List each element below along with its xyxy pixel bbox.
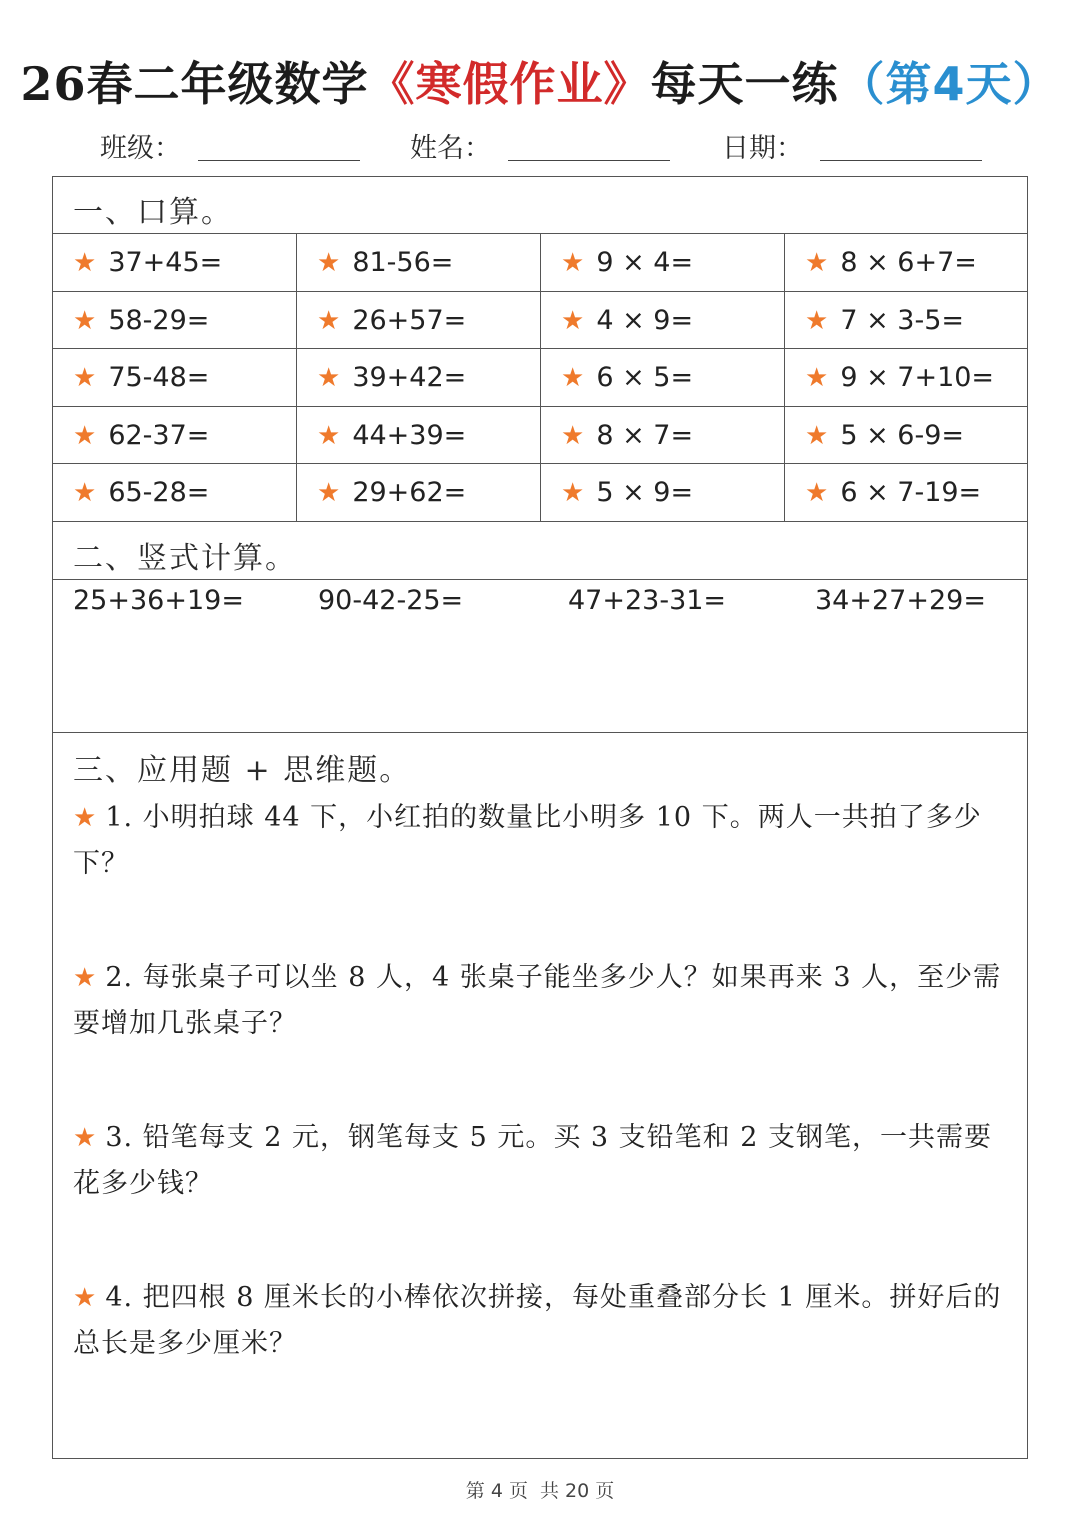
- oral-calc-item: [785, 234, 977, 291]
- oral-calc-item: [297, 234, 453, 291]
- oral-calc-item: [53, 464, 209, 521]
- word-problem-text: 1. 小明拍球 44 下，小红拍的数量比小明多 10 下。两人一共拍了多少下？: [73, 802, 982, 879]
- title-day: （第4天）: [838, 57, 1060, 111]
- star-icon: ★: [73, 247, 97, 278]
- oral-calc-text: 6 × 5=: [596, 362, 694, 393]
- star-icon: ★: [317, 477, 341, 508]
- divider: [53, 579, 1027, 580]
- oral-calc-item: [541, 464, 693, 521]
- oral-calc-item: [785, 349, 994, 406]
- worksheet: [52, 176, 1028, 1459]
- vertical-calc-item: 34+27+29=: [815, 585, 986, 616]
- oral-calc-text: 5 × 9=: [596, 477, 694, 508]
- page-total: 共 20 页: [539, 1480, 615, 1502]
- oral-calc-text: 75-48=: [108, 362, 210, 393]
- oral-calc-item: [541, 234, 693, 291]
- page-number: 第 4 页: [465, 1480, 528, 1502]
- page-footer: [0, 1476, 1080, 1503]
- title-prefix: 26春二年级数学: [20, 57, 369, 111]
- star-icon: ★: [805, 477, 829, 508]
- word-problem-text: 2. 每张桌子可以坐 8 人，4 张桌子能坐多少人？如果再来 3 人，至少需要增加几张桌子？: [73, 962, 1002, 1039]
- title-suffix: 每天一练: [650, 57, 839, 111]
- star-icon: ★: [317, 305, 341, 336]
- star-icon: ★: [561, 362, 585, 393]
- star-icon: ★: [805, 305, 829, 336]
- section1-title: 一、口算。: [73, 195, 233, 230]
- oral-calc-text: 58-29=: [108, 305, 210, 336]
- section2-title: 二、竖式计算。: [73, 541, 297, 576]
- star-icon: ★: [805, 247, 829, 278]
- word-problem: [73, 955, 1013, 1047]
- star-icon: ★: [561, 420, 585, 451]
- word-problem-text: 3. 铅笔每支 2 元，钢笔每支 5 元。买 3 支铅笔和 2 支钢笔，一共需要花多少钱？: [73, 1122, 993, 1199]
- oral-calc-item: [785, 292, 964, 349]
- oral-calc-text: 44+39=: [352, 420, 467, 451]
- oral-calc-item: [297, 349, 466, 406]
- oral-calc-item: [53, 292, 209, 349]
- word-problem: [73, 1115, 1013, 1207]
- name-label: 姓名：: [410, 133, 491, 164]
- word-problem: [73, 795, 1013, 887]
- star-icon: ★: [73, 477, 97, 508]
- oral-calc-item: [297, 292, 466, 349]
- oral-calc-text: 9 × 7+10=: [840, 362, 995, 393]
- oral-calc-text: 7 × 3-5=: [840, 305, 965, 336]
- divider: [53, 521, 1027, 522]
- oral-calc-item: [53, 349, 209, 406]
- oral-calc-text: 8 × 6+7=: [840, 247, 977, 278]
- word-problem-text: 4. 把四根 8 厘米长的小棒依次拼接，每处重叠部分长 1 厘米。拼好后的总长是多少厘米？: [73, 1282, 1002, 1359]
- oral-calc-text: 65-28=: [108, 477, 210, 508]
- star-icon: ★: [805, 362, 829, 393]
- oral-calc-text: 4 × 9=: [596, 305, 694, 336]
- name-field[interactable]: [508, 160, 670, 161]
- star-icon: ★: [73, 362, 97, 393]
- oral-calc-text: 9 × 4=: [596, 247, 694, 278]
- oral-calc-item: [297, 407, 466, 464]
- title-highlight: 《寒假作业》: [368, 57, 651, 111]
- divider: [53, 732, 1027, 733]
- oral-calc-text: 26+57=: [352, 305, 467, 336]
- star-icon: ★: [73, 963, 98, 993]
- oral-calc-item: [785, 464, 981, 521]
- star-icon: ★: [73, 803, 98, 833]
- student-info: [100, 126, 1000, 166]
- oral-calc-text: 29+62=: [352, 477, 467, 508]
- star-icon: ★: [73, 1283, 98, 1313]
- oral-calc-text: 81-56=: [352, 247, 454, 278]
- star-icon: ★: [561, 305, 585, 336]
- oral-calc-text: 6 × 7-19=: [840, 477, 982, 508]
- section3-title: 三、应用题 + 思维题。: [73, 753, 412, 788]
- star-icon: ★: [73, 305, 97, 336]
- oral-calc-item: [541, 407, 693, 464]
- vertical-calc-item: 90-42-25=: [318, 585, 464, 616]
- oral-calc-item: [541, 349, 693, 406]
- star-icon: ★: [73, 420, 97, 451]
- oral-calc-item: [297, 464, 466, 521]
- oral-calc-text: 39+42=: [352, 362, 467, 393]
- oral-calc-text: 37+45=: [108, 247, 223, 278]
- star-icon: ★: [561, 247, 585, 278]
- class-field[interactable]: [198, 160, 360, 161]
- date-field[interactable]: [820, 160, 982, 161]
- vertical-calc-item: 25+36+19=: [73, 585, 244, 616]
- oral-calc-text: 8 × 7=: [596, 420, 694, 451]
- star-icon: ★: [317, 420, 341, 451]
- date-label: 日期：: [722, 133, 803, 164]
- star-icon: ★: [805, 420, 829, 451]
- star-icon: ★: [561, 477, 585, 508]
- star-icon: ★: [73, 1123, 98, 1153]
- class-label: 班级：: [100, 133, 181, 164]
- oral-calc-text: 5 × 6-9=: [840, 420, 965, 451]
- oral-calc-item: [785, 407, 964, 464]
- vertical-calc-item: 47+23-31=: [568, 585, 727, 616]
- oral-calc-item: [541, 292, 693, 349]
- oral-calc-item: [53, 407, 209, 464]
- word-problem: [73, 1275, 1013, 1367]
- star-icon: ★: [317, 247, 341, 278]
- star-icon: ★: [317, 362, 341, 393]
- oral-calc-text: 62-37=: [108, 420, 210, 451]
- oral-calc-item: [53, 234, 222, 291]
- page-title: [0, 48, 1080, 114]
